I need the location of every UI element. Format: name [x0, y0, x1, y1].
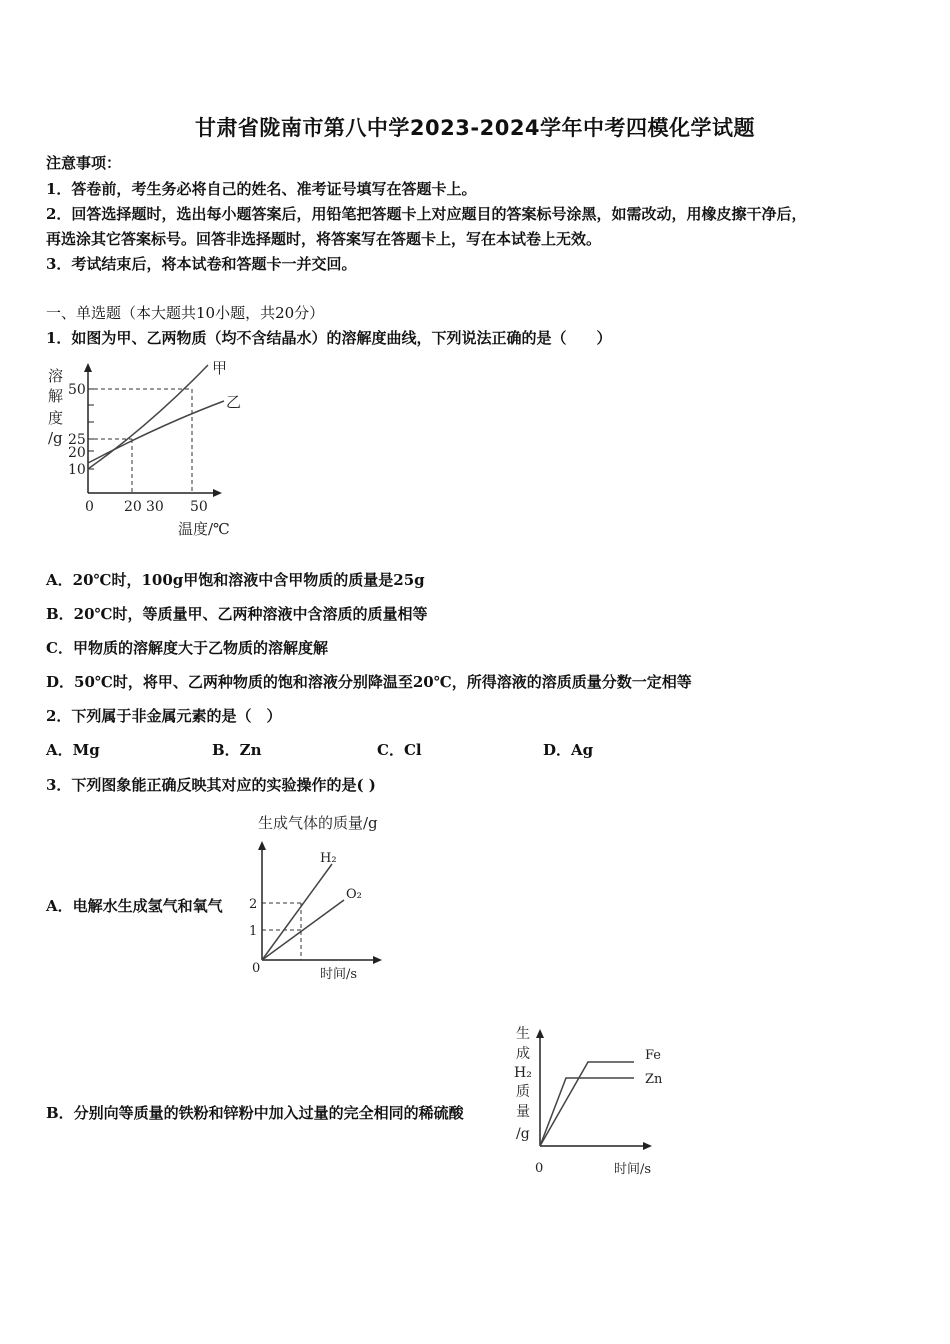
chartB-ylabel-4: 质: [516, 1084, 530, 1100]
ylabel-char-1: 溶: [48, 367, 64, 385]
q1-option-b: B．20℃时，等质量甲、乙两种溶液中含溶质的质量相等: [46, 605, 428, 623]
q1-option-c: C．甲物质的溶解度大于乙物质的溶解度解: [46, 639, 328, 657]
xtick-50: 50: [190, 499, 208, 515]
legend-jia: 甲: [212, 359, 228, 377]
chartB-ylabel-1: 生: [516, 1026, 530, 1042]
xtick-0: 0: [85, 499, 94, 515]
chartA-origin: 0: [252, 961, 261, 976]
legend-yi: 乙: [226, 393, 242, 411]
ytick-10: 10: [68, 462, 86, 478]
electrolysis-chart: [240, 808, 400, 992]
ytick-50: 50: [68, 382, 86, 398]
notice-item-1: 1．答卷前，考生务必将自己的姓名、准考证号填写在答题卡上。: [46, 180, 477, 198]
page-title: 甘肃省陇南市第八中学2023-2024学年中考四模化学试题: [194, 116, 756, 140]
chartB-ylabel-5: 量: [516, 1104, 530, 1120]
q2-option-b: B．Zn: [212, 741, 262, 759]
y-axis-arrow: [84, 363, 92, 372]
metal-acid-chart: [510, 1020, 680, 1184]
line-h2: [262, 864, 332, 960]
xlabel: 温度/℃: [178, 520, 230, 538]
chartB-ylabel-6: /g: [516, 1126, 530, 1142]
chartB-xlabel: 时间/s: [614, 1162, 652, 1177]
ylabel-char-3: 度: [48, 409, 64, 427]
notice-item-3: 3．考试结束后，将本试卷和答题卡一并交回。: [46, 255, 357, 273]
q3-option-a: A．电解水生成氢气和氧气: [46, 897, 223, 915]
line-o2: [262, 900, 344, 960]
xtick-20: 20: [124, 499, 142, 515]
q3-option-b: B．分别向等质量的铁粉和锌粉中加入过量的完全相同的稀硫酸: [46, 1104, 464, 1122]
chartA-ylabel: 生成气体的质量/g: [258, 814, 378, 832]
question-2-stem: 2．下列属于非金属元素的是（ ）: [46, 707, 282, 725]
ytick-20: 20: [68, 445, 86, 461]
q2-option-c: C．Cl: [377, 741, 422, 759]
chartA-legend-h2: H₂: [320, 851, 337, 866]
chartA-legend-o2: O₂: [346, 887, 362, 902]
notice-heading: 注意事项：: [46, 154, 122, 172]
question-3-stem: 3．下列图象能正确反映其对应的实验操作的是( ): [46, 776, 376, 794]
q2-option-d: D．Ag: [543, 741, 594, 759]
chartA-ytick-2: 2: [249, 897, 258, 912]
question-1-stem: 1．如图为甲、乙两物质（均不含结晶水）的溶解度曲线，下列说法正确的是（ ）: [46, 329, 612, 347]
chartB-legend-fe: Fe: [645, 1048, 662, 1063]
line-fe: [540, 1062, 634, 1146]
q1-option-a: A．20℃时，100g甲饱和溶液中含甲物质的质量是25g: [46, 571, 425, 589]
x-axis-arrow: [213, 489, 222, 497]
solubility-chart: [40, 355, 260, 549]
chartB-ylabel-2: 成: [516, 1046, 530, 1062]
ylabel-char-2: 解: [48, 387, 64, 405]
q2-option-a: A．Mg: [46, 741, 100, 759]
q1-option-d: D．50℃时，将甲、乙两种物质的饱和溶液分别降温至20℃，所得溶液的溶质质量分数一定相等: [46, 673, 692, 691]
notice-item-2b: 再选涂其它答案标号。回答非选择题时，将答案写在答题卡上，写在本试卷上无效。: [46, 230, 602, 248]
chartA-ytick-1: 1: [249, 924, 258, 939]
xtick-30: 30: [146, 499, 164, 515]
notice-item-2a: 2．回答选择题时，选出每小题答案后，用铅笔把答题卡上对应题目的答案标号涂黑，如需改动，用橡皮擦干净后，: [46, 205, 807, 223]
ylabel-char-4: /g: [48, 429, 63, 447]
chartB-origin: 0: [535, 1161, 544, 1176]
ytick-25: 25: [68, 432, 86, 448]
line-zn: [540, 1078, 634, 1146]
section-heading: 一、单选题（本大题共10小题，共20分）: [46, 304, 325, 322]
chartB-legend-zn: Zn: [645, 1072, 663, 1087]
chartA-xlabel: 时间/s: [320, 967, 358, 982]
chartB-ylabel-3: H₂: [514, 1065, 532, 1081]
